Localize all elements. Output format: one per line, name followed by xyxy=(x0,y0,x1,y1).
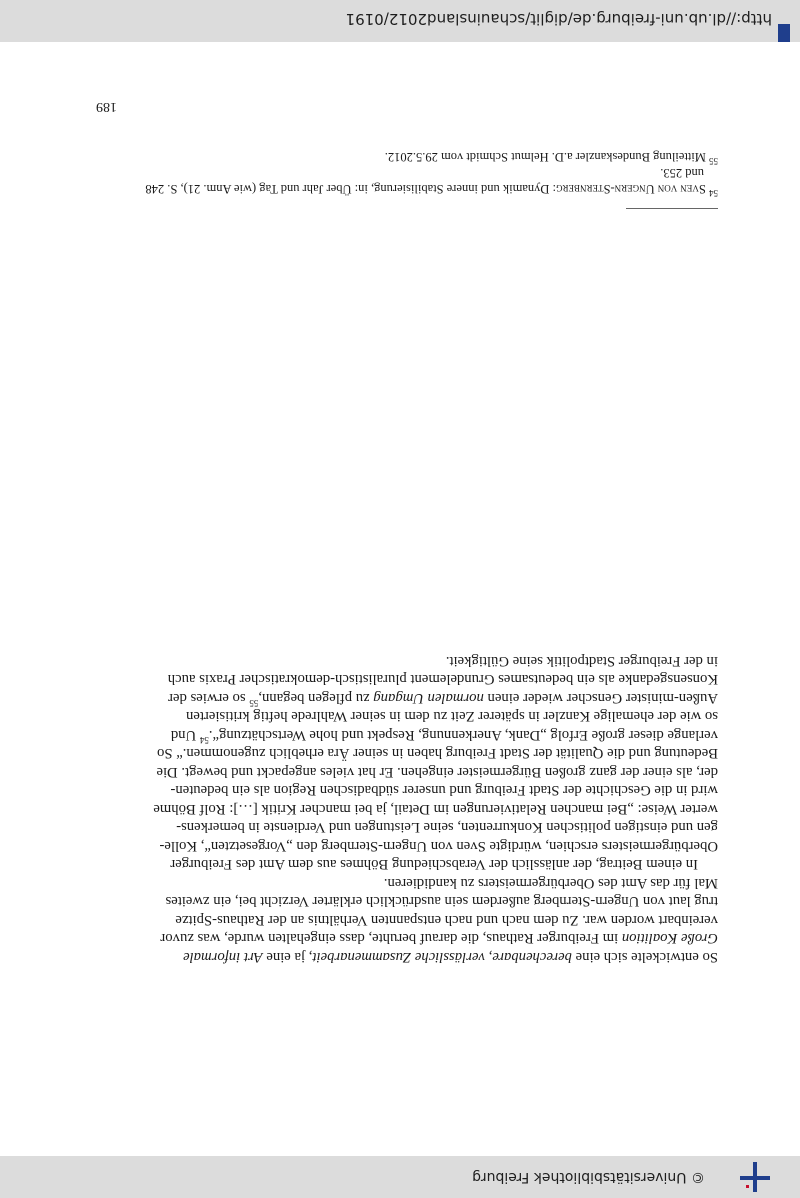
text-line: Mal für das Amt des Oberbürgermeisters zu kandidieren. xyxy=(383,875,718,891)
footnote-ref-55: 55 xyxy=(249,697,259,708)
text-line: der, als einer der ganz großen Bürgermeister eingehen. Er hat vieles angepackt und bewegt. Die xyxy=(156,764,718,780)
text-line: so wie der ehemalige Kanzler in späterer Zeit zu dem in seiner Wahlrede heftig kritisierten xyxy=(186,708,718,725)
university-library-logo-icon xyxy=(740,1162,770,1192)
text-line: Oberbürgermeisters erschien, würdigte Sven von Ungern-Sternberg den „Vorgesetzten“, Kolle- xyxy=(159,838,718,854)
body-text xyxy=(82,652,718,967)
text-line: wird in die Geschichte der Stadt Freiburg und unserer südbadischen Region als ein bedeuten- xyxy=(170,782,718,799)
library-header-bar xyxy=(0,1156,800,1198)
university-library-logo-icon xyxy=(778,24,790,42)
text-line: werter Weise: „Bei manchen Relativierungen im Detail, ja bei mancher Kritik […]: Rolf Böhme xyxy=(153,801,718,817)
footnote-divider xyxy=(626,208,718,209)
text-line: vereinbart worden war. Zu dem nach und nach entspannten Verhältnis an der Rathaus-Spitze xyxy=(175,912,718,928)
page-number: 189 xyxy=(96,99,117,114)
footnote-54-continued: und 253. xyxy=(660,166,704,180)
footnote-54: $^{54}$ Sven von Ungern-Sternberg: Dynamik und innere Stabilisierung, in: Über Jahr und Tag (wie Anm. 21), S. 248 xyxy=(145,182,718,199)
footnote-ref-54: 54 xyxy=(199,734,209,745)
library-copyright: © Universitätsbibliothek Freiburg xyxy=(472,1169,705,1185)
text-line: Große Koalition im Freiburger Rathaus, die darauf beruhte, dass eingehalten wurde, was zuvor xyxy=(160,930,718,947)
library-footer-bar xyxy=(0,0,800,42)
text-line: Außen-minister Genscher wieder einen normalen Umgang zu pflegen begann,$^{55}$ so erwies der xyxy=(168,690,718,708)
text-line: in der Freiburger Stadtpolitik seine Gültigkeit. xyxy=(445,653,718,669)
text-line: In einem Beitrag, der anlässlich der Verabschiedung Böhmes aus dem Amt des Freiburger xyxy=(170,856,698,873)
text-line: gen und einstigen politischen Konkurrenten, seine Leistungen und Verdienste in bemerkens- xyxy=(176,819,718,836)
text-line: verlange dieser große Erfolg „Dank, Anerkennung, Respekt und hohe Wertschätzung“.$^{54}$ Und xyxy=(170,727,718,745)
text-line: Bedeutung und die Qualität der Stadt Freiburg haben in seiner Ära erheblich zugenommen.“ So xyxy=(157,745,718,762)
digital-collection-url[interactable]: http://dl.ub.uni-freiburg.de/diglit/schauinsland2012/0191 xyxy=(345,10,772,28)
footnote-55: $^{55}$ Mitteilung Bundeskanzler a.D. Helmut Schmidt vom 29.5.2012. xyxy=(384,150,718,167)
text-line: So entwickelte sich eine berechenbare, verlässliche Zusammenarbeit, ja eine Art informale xyxy=(183,949,718,965)
footnotes xyxy=(82,149,718,197)
text-line: Konsensgedanke als ein bedeutsames Grundelement pluralistisch-demokratischer Praxis auch xyxy=(167,671,718,688)
text-line: trug laut von Ungern-Sternberg außerdem sein ausdrücklich erklärter Verzicht bei, ein zweites xyxy=(165,893,718,910)
